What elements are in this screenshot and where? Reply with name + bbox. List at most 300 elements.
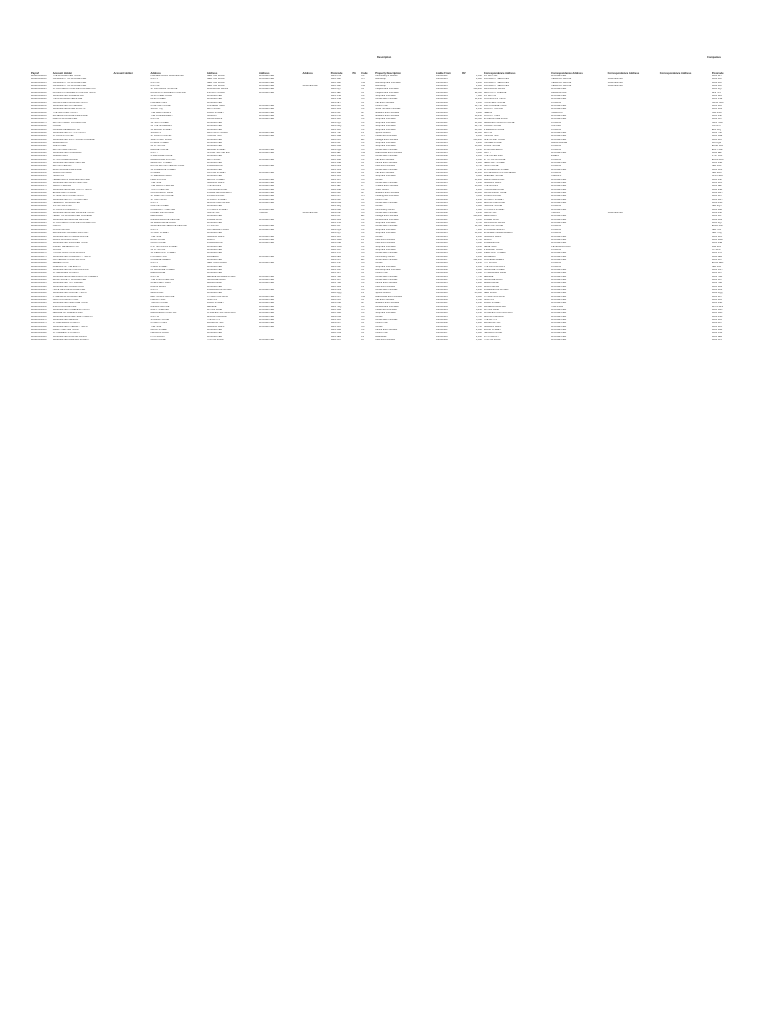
table-cell: CASTLE STREET	[150, 205, 170, 208]
table-cell: WORCESTER	[206, 335, 223, 338]
table-cell: WORCESTER HOMELESS TRUST	[52, 309, 90, 312]
table-cell: WORCESTER	[206, 272, 223, 275]
table-cell: Church Hall	[375, 332, 388, 335]
table-cell: Offices and Premises	[375, 98, 398, 101]
table-cell: WORCESTER CRICKET TRUST	[52, 292, 88, 295]
table-cell: WR2 6AJ	[711, 81, 722, 84]
column-header: Liable From	[436, 72, 451, 75]
table-cell: WORCESTER	[206, 175, 223, 178]
table-cell: Shop and Premises	[375, 245, 396, 248]
table-cell: WORCESTER	[607, 212, 623, 215]
table-cell: CO	[361, 319, 365, 322]
table-cell: WORCESTER	[259, 325, 275, 328]
table-cell: WR5 1LE	[330, 85, 341, 88]
table-cell: SCOUT HQ	[150, 108, 163, 111]
table-cell: 7,800	[476, 95, 482, 98]
table-cell: 01/04/2010	[436, 91, 448, 94]
table-cell: ST PAULS STREET	[206, 208, 228, 211]
table-cell: 420010000270	[31, 252, 47, 255]
table-cell: WORCESTER	[551, 95, 567, 98]
table-cell: ED	[361, 258, 365, 261]
table-cell: WORCESTER	[551, 322, 567, 325]
table-cell: ED	[361, 215, 365, 218]
table-cell: CHURCH STREET	[483, 198, 504, 201]
table-cell: THE UPPER MILL	[483, 155, 503, 158]
table-cell: BOATHOUSE	[150, 238, 165, 241]
table-cell: WORCESTER	[206, 121, 223, 124]
table-cell: 420010000290	[31, 265, 47, 268]
table-cell: THE MOORS	[206, 185, 222, 188]
table-cell: BRITISH LEGION	[52, 165, 72, 168]
table-cell: HORSHAM	[551, 305, 564, 308]
table-cell: 2,100	[476, 285, 482, 288]
table-cell: Offices and Premises	[375, 252, 398, 255]
table-cell: MT	[361, 115, 365, 118]
table-cell: 41 ST JOHNS	[150, 145, 166, 148]
table-cell: WORCESTER	[259, 312, 275, 315]
table-cell: WR5 2NP	[711, 115, 723, 118]
table-cell: 420,000	[473, 215, 482, 218]
table-cell: WR1 1RT	[711, 272, 723, 275]
table-cell: 01/04/2005	[436, 171, 448, 174]
table-cell: HEART OF WORCESTER COLLEGE	[52, 215, 92, 218]
table-cell: WORCESTERSHIRE WILDLIFE TRUST	[52, 212, 95, 215]
table-cell	[301, 339, 329, 342]
table-cell: 101 NEWINGTON CAUSEWAY	[483, 171, 517, 174]
table-cell: Museum and Premises	[375, 192, 400, 195]
table-cell: WORCESTER	[551, 302, 567, 305]
table-cell: NSPCC	[52, 225, 61, 228]
table-cell: FORMER BOWL WORCESTER	[150, 75, 184, 77]
table-cell: LONDON	[551, 262, 562, 265]
table-cell: WORCESTER	[551, 275, 567, 278]
table-cell: WR1 3PA	[330, 319, 341, 322]
table-cell: WR1 3DB	[330, 329, 342, 332]
table-cell: Housing and Premises	[375, 195, 399, 198]
table-cell: 420010000130	[31, 158, 47, 161]
table-cell: CL	[361, 91, 365, 94]
table-cell: Community & Leisure	[375, 75, 398, 77]
column-header: Address	[302, 72, 313, 75]
table-cell: 420010000195	[31, 202, 47, 205]
table-cell: WR1 1DS	[330, 168, 342, 171]
table-cell: WORCESTER	[551, 168, 567, 171]
table-cell: PO BOX 123	[483, 75, 498, 77]
table-cell: WORCESTER	[551, 289, 567, 291]
table-cell: WR1 3EF	[711, 185, 722, 188]
table-cell: Community Centre	[375, 208, 395, 211]
table-cell: PARISH HALL	[150, 299, 166, 302]
table-cell: CS	[361, 232, 365, 235]
table-cell: LOWESMOOR WHARF	[483, 289, 509, 291]
table-cell: DEANSWAY	[150, 215, 164, 218]
table-cell: WR4 9NB	[330, 188, 342, 191]
table-cell: HENWICK GROVE	[551, 78, 572, 81]
table-cell: Shop and Premises	[375, 95, 396, 98]
table-cell: HINDLIP	[259, 212, 269, 215]
table-cell: Shop and Premises	[375, 228, 396, 231]
table-cell: Club and Premises	[375, 285, 395, 288]
table-cell: WR1 2QS	[330, 228, 342, 231]
table-cell: CS	[361, 141, 365, 144]
table-cell: PIERPOINT STREET	[483, 252, 507, 255]
table-cell: WR2 4QQ	[330, 292, 342, 295]
table-cell: WORCESTER	[551, 178, 567, 181]
table-cell: 3,300	[476, 252, 482, 255]
column-header: Address	[150, 72, 161, 75]
table-cell: 01/04/2013	[436, 118, 448, 121]
table-cell: ST MARTINS HOUSE	[150, 195, 174, 198]
table-cell: CS	[361, 128, 365, 131]
table-cell: WR5 2DY	[711, 195, 723, 198]
table-cell: WR1 2RS	[330, 165, 342, 168]
table-cell: WR1 1TA	[711, 252, 722, 255]
table-cell: WORCESTER	[551, 202, 567, 205]
table-cell: WORCESTER COMMUNITY TRUST	[52, 255, 92, 258]
table-cell: HALLAM HOUSE	[483, 205, 503, 208]
table-cell: YOUNG SOLUTIONS WORCS	[52, 252, 85, 255]
table-cell: NEW ROAD	[150, 292, 164, 295]
table-cell: NORTON	[483, 299, 494, 302]
table-cell: 420010000135	[31, 161, 47, 164]
table-cell: 01/04/2013	[436, 208, 448, 211]
table-cell: WR5 2NP	[711, 178, 723, 181]
table-cell: 420010000085	[31, 128, 47, 131]
table-cell: 420010000380	[31, 325, 47, 328]
table-cell: TENOVUS	[52, 175, 64, 178]
column-header: RV	[462, 72, 466, 75]
table-cell: CF	[361, 268, 365, 271]
table-cell: BEVERE BUSINESS PARK	[206, 275, 236, 278]
table-cell: CS	[361, 125, 365, 128]
table-cell: WORCESTERSHIRE YOUTH TRUST	[52, 188, 93, 191]
table-cell: WORCESTER	[259, 118, 275, 121]
table-cell: WR3 8SG	[330, 202, 342, 205]
table-cell: WILDWOOD DRIVE	[206, 88, 229, 91]
table-cell: WORCESTER	[551, 222, 567, 225]
table-cell: CS	[361, 222, 365, 225]
table-cell: 3 PUMP STREET	[150, 232, 169, 235]
table-cell: WR3 8LX	[711, 322, 722, 325]
table-cell: 9,850	[476, 135, 482, 138]
table-cell: PROPERTY SERVICES	[483, 85, 509, 88]
table-cell: Shop and Premises	[375, 265, 396, 268]
table-cell: 01/04/2011	[436, 218, 448, 221]
table-cell: Hall and Premises	[375, 101, 395, 104]
table-cell: ROYAL BRITISH LEGION CLUB	[150, 165, 185, 168]
table-cell: ED	[361, 138, 365, 141]
table-cell: WR2 5AT	[330, 225, 341, 228]
table-cell: BRITISH RED CROSS	[52, 148, 77, 151]
table-cell: SAWMILL WALK	[206, 182, 225, 184]
table-cell: UNIT 2B	[150, 85, 160, 88]
table-cell: WR1 3DB	[711, 329, 723, 332]
table-cell: 4,950	[476, 235, 482, 238]
table-cell: TOLLADINE ROAD	[206, 188, 228, 191]
table-cell: WORCESTER	[259, 182, 275, 184]
table-cell: THE WORCESTER TRUST	[52, 75, 82, 77]
table-cell: 420010000035	[31, 95, 47, 98]
table-cell: LEAGUE OF FRIENDS WRH	[52, 312, 84, 315]
table-cell: WR1 1UH	[330, 268, 342, 271]
table-cell: WR1 3PD	[711, 182, 723, 184]
rates-table	[30, 72, 736, 343]
table-cell: 5,300	[476, 151, 482, 154]
table-cell: 01/04/2009	[436, 305, 448, 308]
table-cell: WR5 2PA	[711, 299, 722, 302]
table-cell: MOOR STREET	[483, 329, 501, 332]
table-row	[30, 339, 736, 342]
table-cell: THE COMMANDERY	[150, 115, 173, 118]
table-cell: WORCESTER	[259, 195, 275, 198]
table-cell: TALLOW HILL	[483, 135, 499, 138]
table-cell: WORCESTER MUSIC FESTIVAL	[52, 182, 88, 184]
table-cell: WORCESTER	[551, 299, 567, 302]
table-cell: LONDON	[551, 265, 562, 268]
table-cell: 01/04/2016	[436, 222, 448, 225]
table-cell: 420010000315	[31, 282, 47, 285]
table-cell: THE VISION CENTRE	[150, 278, 174, 281]
table-cell: WORCESTER CATHEDRAL	[52, 105, 83, 108]
table-cell: WR1 2RH	[330, 198, 342, 201]
table-cell: WORCESTER	[259, 255, 275, 258]
table-cell: 01/04/2009	[436, 101, 448, 104]
table-cell: WR2 5NS	[330, 332, 342, 335]
table-cell: 148,000	[473, 88, 482, 91]
table-cell: Museum and Premises	[375, 111, 400, 114]
table-cell: 2,900	[476, 161, 482, 164]
table-cell: WR5 3BW	[711, 238, 723, 241]
table-cell: EC4R 1LB	[711, 145, 723, 148]
table-cell: WR5 2LU	[330, 138, 341, 141]
table-cell: WORCESTER	[551, 292, 567, 295]
table-cell: ST CLEMENTS CHURCH	[52, 332, 80, 335]
table-cell: Offices	[375, 315, 383, 318]
table-cell: OXFAM HOUSE	[483, 125, 501, 128]
table-cell: SAWMILL WALK	[483, 182, 502, 184]
table-cell: LONDON	[551, 148, 562, 151]
table-body	[30, 75, 736, 343]
table-cell: WR2 6RH	[330, 192, 342, 195]
table-cell: LOWER SMITE FARM	[150, 212, 174, 215]
table-cell: THE HIVE	[150, 182, 162, 184]
table-cell: WORCESTER	[551, 215, 567, 218]
table-cell: WORCESTER	[551, 131, 567, 134]
table-cell: WORCESTER	[551, 285, 567, 288]
table-cell: 44 MOORFIELDS	[483, 148, 503, 151]
table-cell: 1,050	[476, 75, 482, 77]
table-cell: 420010000005	[31, 75, 47, 77]
table-cell: CF14 5BD	[711, 175, 723, 178]
table-cell: CO	[361, 202, 365, 205]
table-cell: HYLTON ROAD	[483, 339, 501, 342]
table-cell: WR1 3EF	[330, 185, 341, 188]
table-cell: WORCESTER	[551, 135, 567, 138]
table-cell: BATH ROAD	[206, 108, 221, 111]
table-cell: ST PAULS HOSTEL	[150, 135, 172, 138]
table-cell: WR3 8SZ	[330, 212, 341, 215]
table-cell: PROPERTY SERVICES	[483, 78, 509, 81]
table-cell: WR1 2QA	[330, 148, 342, 151]
table-cell: 01/04/2010	[436, 88, 448, 91]
table-cell: 420010000225	[31, 222, 47, 225]
table-cell: Hostel and Premises	[375, 309, 397, 312]
table-cell: WORCESTER	[259, 339, 275, 342]
table-cell: BIRMINGHAM	[551, 91, 567, 94]
table-cell: BEVERE	[206, 305, 217, 308]
table-cell: WR3 7RB	[330, 275, 342, 278]
table-cell: WORCESTER	[206, 265, 223, 268]
column-header: Payref	[31, 72, 39, 75]
table-cell: WORCESTER	[259, 302, 275, 305]
table-cell: 85,000	[474, 292, 482, 295]
table-cell: WORCESTER	[551, 88, 567, 91]
table-cell: WORCESTER	[259, 78, 275, 81]
table-cell: YMCA WORCESTERSHIRE	[52, 98, 83, 101]
table-cell: 01/04/2011	[436, 278, 448, 281]
table-cell	[113, 339, 150, 342]
table-cell: 01/04/2010	[436, 138, 448, 141]
table-cell: WORCESTER	[551, 208, 567, 211]
table-cell: Shop and Premises	[375, 312, 396, 315]
table-cell: CO	[361, 178, 365, 181]
table-cell: Club and Premises	[375, 238, 395, 241]
table-cell: 01/04/2013	[436, 295, 448, 298]
table-cell: LS	[361, 292, 364, 295]
table-cell: Offices and Premises	[375, 278, 398, 281]
table-cell: WORCESTER	[259, 275, 275, 278]
table-cell: 01/04/2009	[436, 195, 448, 198]
table-cell: WORCESTER	[551, 115, 567, 118]
table-cell: ANIMAL CENTRE	[150, 305, 170, 308]
table-cell: CS	[361, 245, 365, 248]
table-cell: WORCESTER	[259, 208, 275, 211]
table-cell: LS	[361, 238, 364, 241]
table-cell: 01/04/2015	[436, 282, 448, 285]
table-cell: 420010000260	[31, 245, 47, 248]
table-cell: CO	[361, 225, 365, 228]
table-cell: CHARLES HASTINGS WAY	[483, 312, 514, 315]
table-cell: WR1 3ZQ	[330, 205, 342, 208]
table-cell: CF	[361, 161, 365, 164]
table-cell: ELGAR BIRTHPLACE	[52, 192, 76, 195]
table-cell: WR5 2PA	[330, 299, 341, 302]
table-cell: WORCESTER	[302, 85, 318, 88]
table-cell: 420010000200	[31, 205, 47, 208]
table-cell: FRIAR STREET	[206, 302, 224, 305]
table-cell: LOWER WICK	[206, 218, 223, 221]
table-cell: CH	[361, 135, 365, 138]
column-header: Correspondence Address	[551, 72, 583, 75]
table-cell: NEWTON ROAD	[206, 81, 225, 84]
table-cell: CO	[361, 262, 365, 265]
table-cell: HOPE CENTRE WORCESTER	[52, 289, 86, 291]
table-cell: WORCESTER	[259, 242, 275, 245]
table-cell: EC1M 4BU	[711, 158, 724, 161]
table-cell: WORCESTER	[607, 85, 623, 88]
table-cell: 420010000080	[31, 125, 47, 128]
table-cell: CF	[361, 332, 365, 335]
table-cell: WORCESTER MENCAP	[52, 319, 79, 322]
table-cell: DIGLIS	[206, 238, 215, 241]
table-cell: WORCESTER	[259, 171, 275, 174]
table-cell: WORCESTER	[551, 192, 567, 195]
table-cell: WR1 1UW	[330, 245, 342, 248]
table-cell: 420010000375	[31, 322, 47, 325]
table-cell: 420010000145	[31, 168, 47, 171]
table-cell: 8,700	[476, 222, 482, 225]
table-cell: NEWTON ROAD	[206, 75, 225, 77]
table-cell: BARNARDOS	[52, 141, 68, 144]
table-cell: COLLEGE YARD	[206, 105, 225, 108]
table-cell: WORCESTER	[259, 88, 275, 91]
table-cell: 3,650	[476, 158, 482, 161]
table-cell: Club and Premises	[375, 339, 395, 342]
table-cell: 01/04/2007	[436, 185, 448, 188]
table-cell: SIXWAYS	[150, 131, 161, 134]
table-cell: Centre and Premises	[375, 282, 398, 285]
table-cell: ANIMAL RESCUE CENTRE	[150, 218, 180, 221]
table-cell: 3,700	[476, 315, 482, 318]
table-cell: LOWESMOOR WHARF	[206, 289, 232, 291]
table-cell: 10,900	[474, 192, 482, 195]
table-cell: WORCESTER CITY CHURCHES	[52, 198, 88, 201]
table-cell: 26,500	[474, 118, 482, 121]
table-cell: 420010000210	[31, 212, 47, 215]
table-cell: NENE HALL	[483, 245, 497, 248]
table-cell: ST MARTINS GATE	[483, 295, 505, 298]
table-cell: WILDWOOD DRIVE	[483, 222, 505, 225]
table-cell: 22,750	[474, 125, 482, 128]
table-cell: CARDIFF	[551, 175, 562, 178]
table-cell: PETERBOROUGH	[551, 245, 571, 248]
table-cell: WR5 1DN	[711, 309, 723, 312]
table-cell: UNIT 24	[150, 118, 160, 121]
table-cell: 420010000280	[31, 258, 47, 261]
table-cell: RAINBOW HILL	[206, 322, 224, 325]
table-cell: 8,200	[476, 202, 482, 205]
table-cell: 3,450	[476, 289, 482, 291]
table-cell: HEREFORD & WORCESTER FIRE	[52, 178, 90, 181]
table-cell: WORCESTER	[551, 309, 567, 312]
table-cell: FRIAR STREET	[483, 302, 501, 305]
table-cell: THE HIVE	[150, 235, 162, 238]
table-cell: 4,050	[476, 265, 482, 268]
table-cell: WILBERFORCE WAY	[483, 305, 507, 308]
table-cell: UNIT 4	[150, 262, 158, 265]
table-cell: 01/04/2012	[436, 319, 448, 322]
table-cell: WORCESTER	[259, 165, 275, 168]
table-cell: 420010000070	[31, 118, 47, 121]
table-cell: WR1 2SE	[711, 242, 723, 245]
table-cell: WYLDS LANE	[483, 309, 499, 312]
table-cell: 420010000390	[31, 332, 47, 335]
table-cell: Offices and Premises	[375, 202, 398, 205]
table-cell: Warehouse and Premises	[375, 295, 402, 298]
table-cell: RIDGEWAY	[206, 255, 220, 258]
table-cell: NW1 7AW	[711, 121, 723, 124]
table-cell: WORCESTER	[551, 255, 567, 258]
table-cell: 420010000350	[31, 305, 47, 308]
table-cell: VICTIM SUPPORT	[52, 205, 73, 208]
table-cell: 420010000360	[31, 312, 47, 315]
table-cell: 420010000275	[31, 255, 47, 258]
table-cell: WORCESTER	[259, 192, 275, 195]
table-cell: 19,250	[474, 115, 482, 118]
table-cell: BARBOURNE	[150, 272, 166, 275]
table-cell: WR2 5PH	[711, 118, 723, 121]
table-cell: WORCESTER ANGLING SOCIETY	[52, 339, 90, 342]
